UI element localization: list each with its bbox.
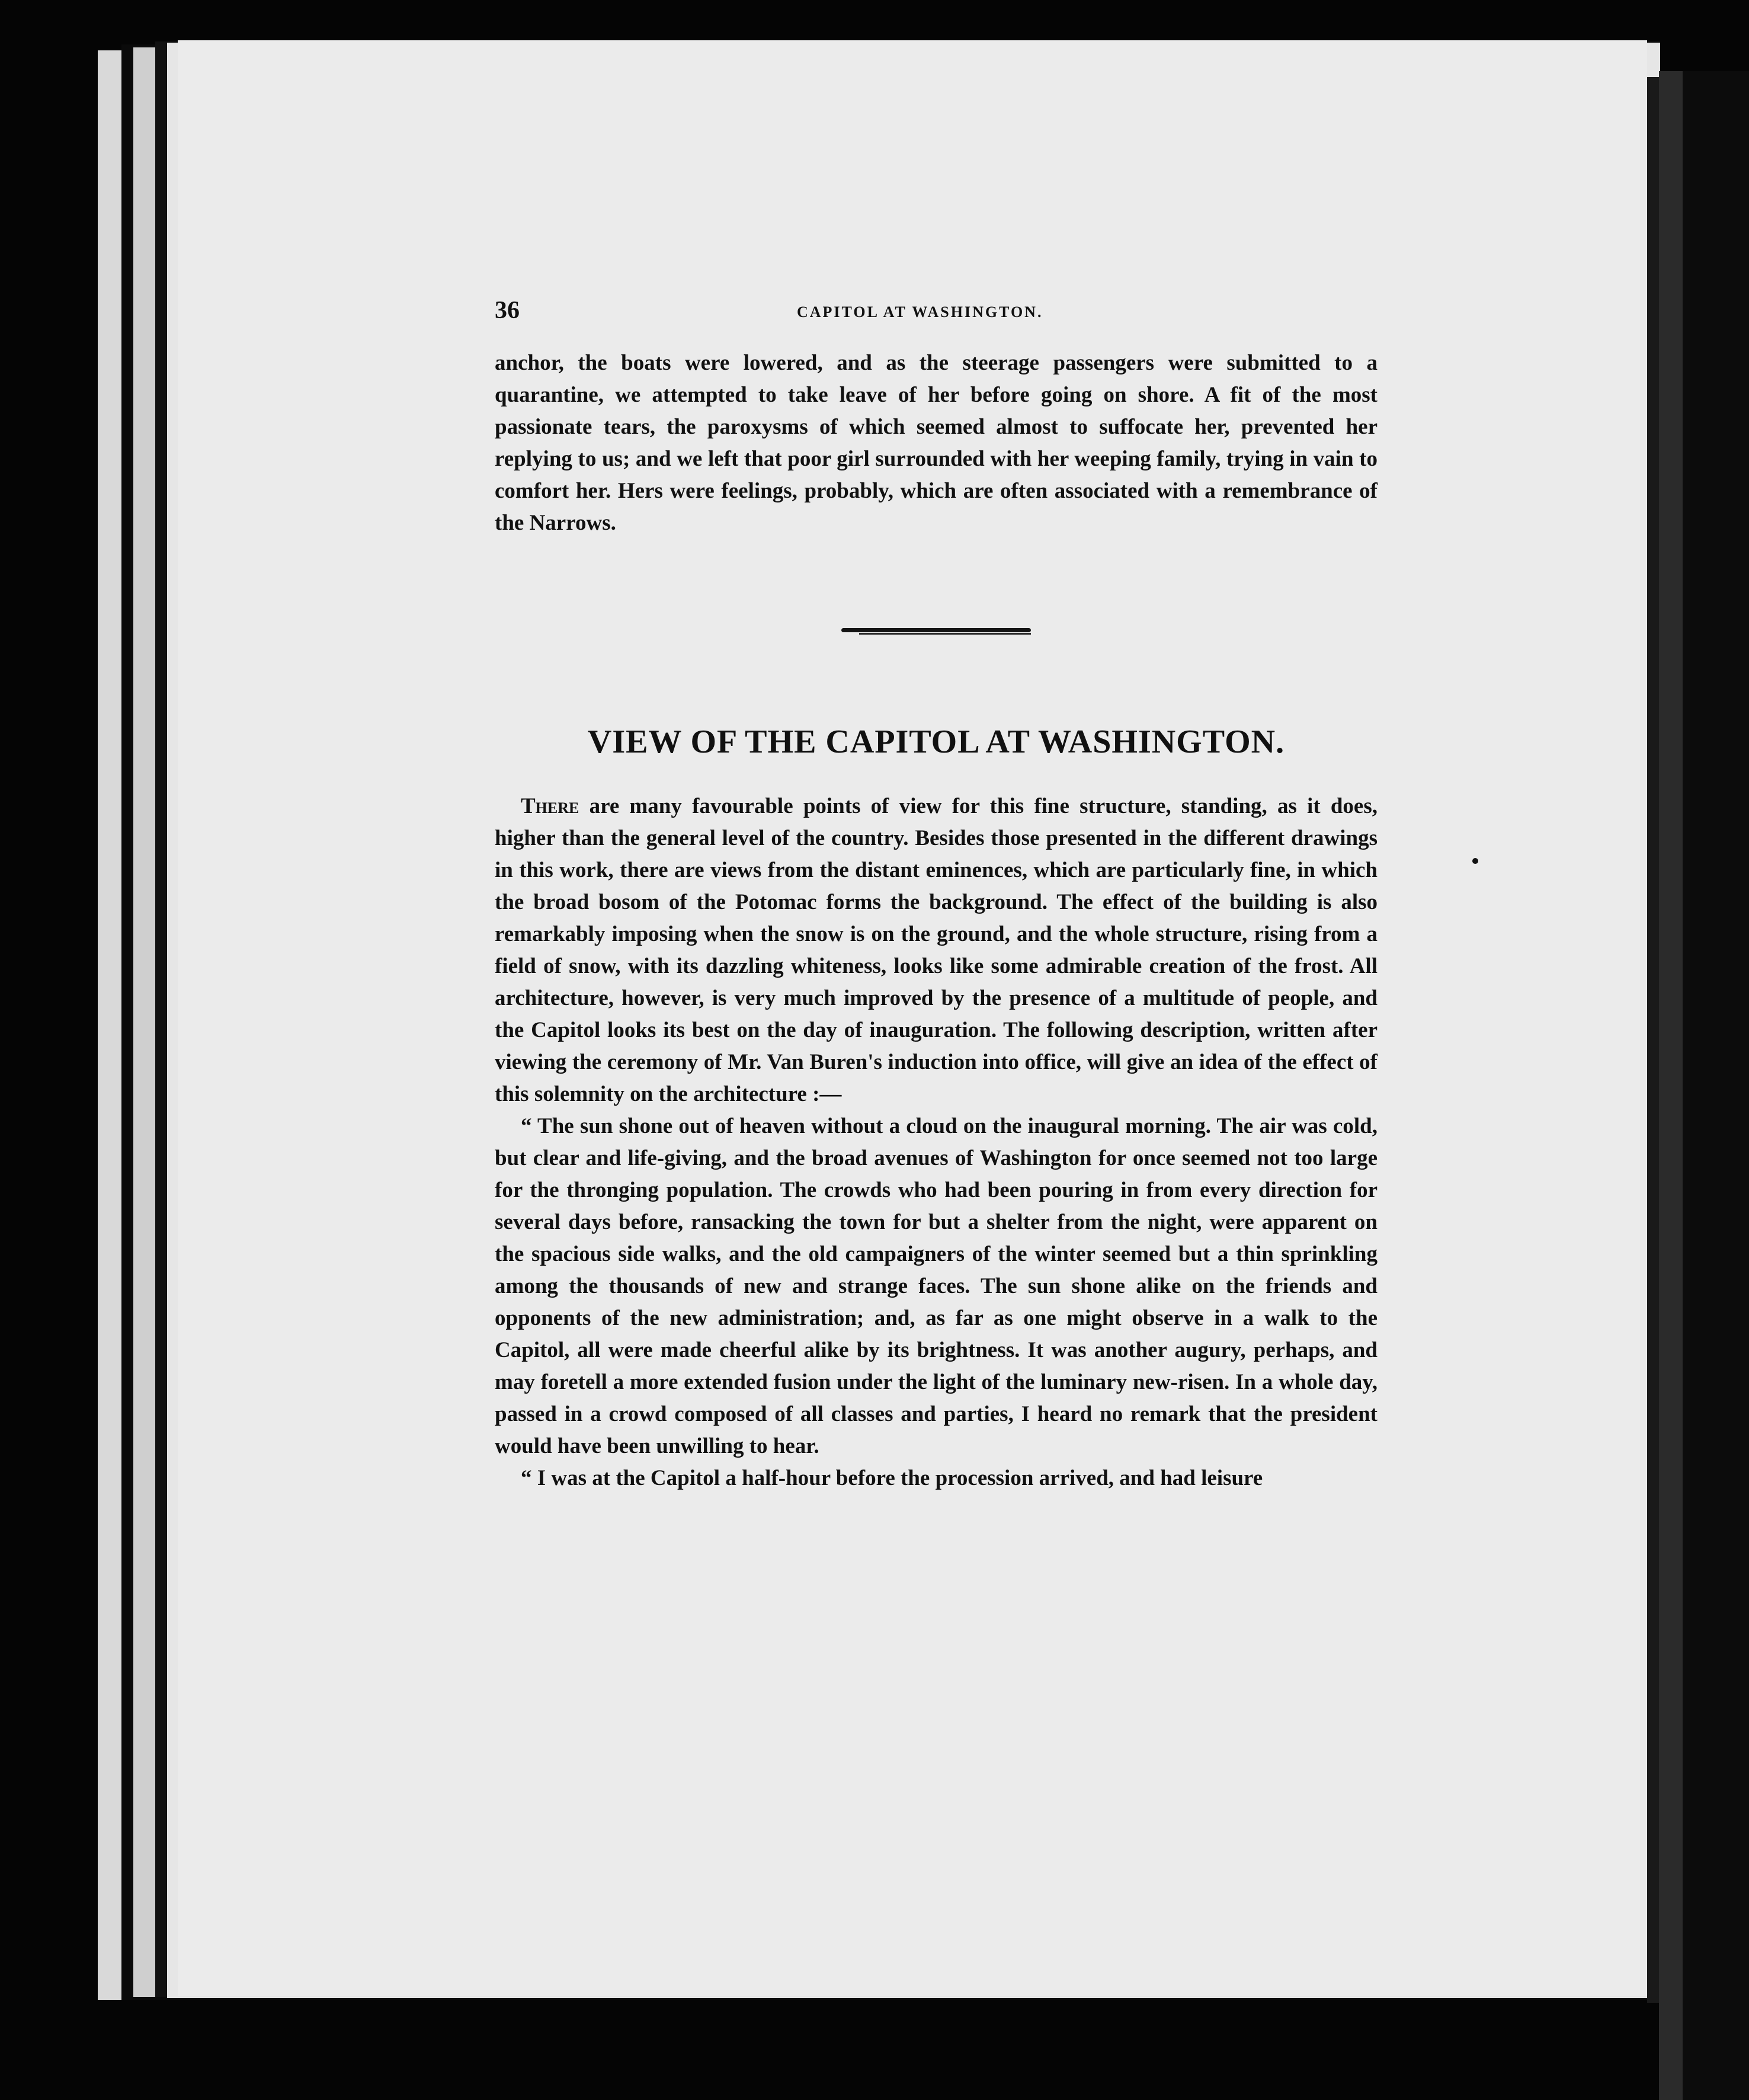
running-title: CAPITOL AT WASHINGTON. <box>797 303 1043 321</box>
section-paragraph-2: “ The sun shone out of heaven without a cloud on the inaugural morning. The air was cold, but clear and life-giving, and the broad avenues of Washington for once seemed not too large for the thronging population. The crowds who had been pouring in from every direction for several days before, ransacking the town for but a shelter from the night, were apparent on the spacious side walks, and the old campaigners of the winter seemed but a thin sprinkling among the thousands of new and strange faces. The sun shone alike on the friends and opponents of the new administration; and, as far as one might observe in a walk to the Capitol, all were made cheerful alike by its brightness. It was another augury, perhaps, and may foretell a more extended fusion under the light of the luminary new-risen. In a whole day, passed in a crowd composed of all classes and parties, I heard no remark that the president would have been unwilling to hear. <box>495 1114 1378 1458</box>
page-content <box>495 296 1378 1494</box>
first-word: There <box>521 794 579 818</box>
divider-underline <box>859 633 1031 635</box>
binding-shadow <box>1683 71 1749 2100</box>
section-paragraph-1 <box>495 790 1378 1110</box>
section-divider <box>841 627 1031 634</box>
binding-shadow <box>1647 77 1659 2003</box>
paragraph-1-text: are many favourable points of view for this fine structure, standing, as it does, higher than the general level of the country. Besides those presented in the different drawings in this work, there are views from the distant eminences, which are particularly fine, in which the broad bosom of the Potomac forms the background. The effect of the building is also remarkably imposing when the snow is on the ground, and the whole structure, rising from a field of snow, with its dazzling whiteness, looks like some admirable creation of the frost. All architecture, however, is very much improved by the presence of a multitude of people, and the Capitol looks its best on the day of inauguration. The following description, written after viewing the ceremony of Mr. Van Buren's induction into office, will give an idea of the effect of this solemnity on the architecture :— <box>495 794 1378 1106</box>
page-number: 36 <box>495 297 520 324</box>
ink-speck <box>1472 858 1478 864</box>
divider-bar <box>841 628 1031 632</box>
section-heading: VIEW OF THE CAPITOL AT WASHINGTON. <box>587 724 1285 760</box>
section-paragraph-3: “ I was at the Capitol a half-hour before the procession arrived, and had leisure <box>521 1466 1263 1490</box>
running-head <box>495 296 1378 332</box>
opening-paragraph: anchor, the boats were lowered, and as the steerage passengers were submitted to a quarantine, we attempted to take leave of her before going on shore. A fit of the most passionate tears, the paroxysms of which seemed almost to suffocate her, prevented her replying to us; and we left that poor girl surrounded with her weeping family, trying in vain to comfort her. Hers were feelings, probably, which are often associated with a remembrance of the Narrows. <box>495 351 1378 535</box>
